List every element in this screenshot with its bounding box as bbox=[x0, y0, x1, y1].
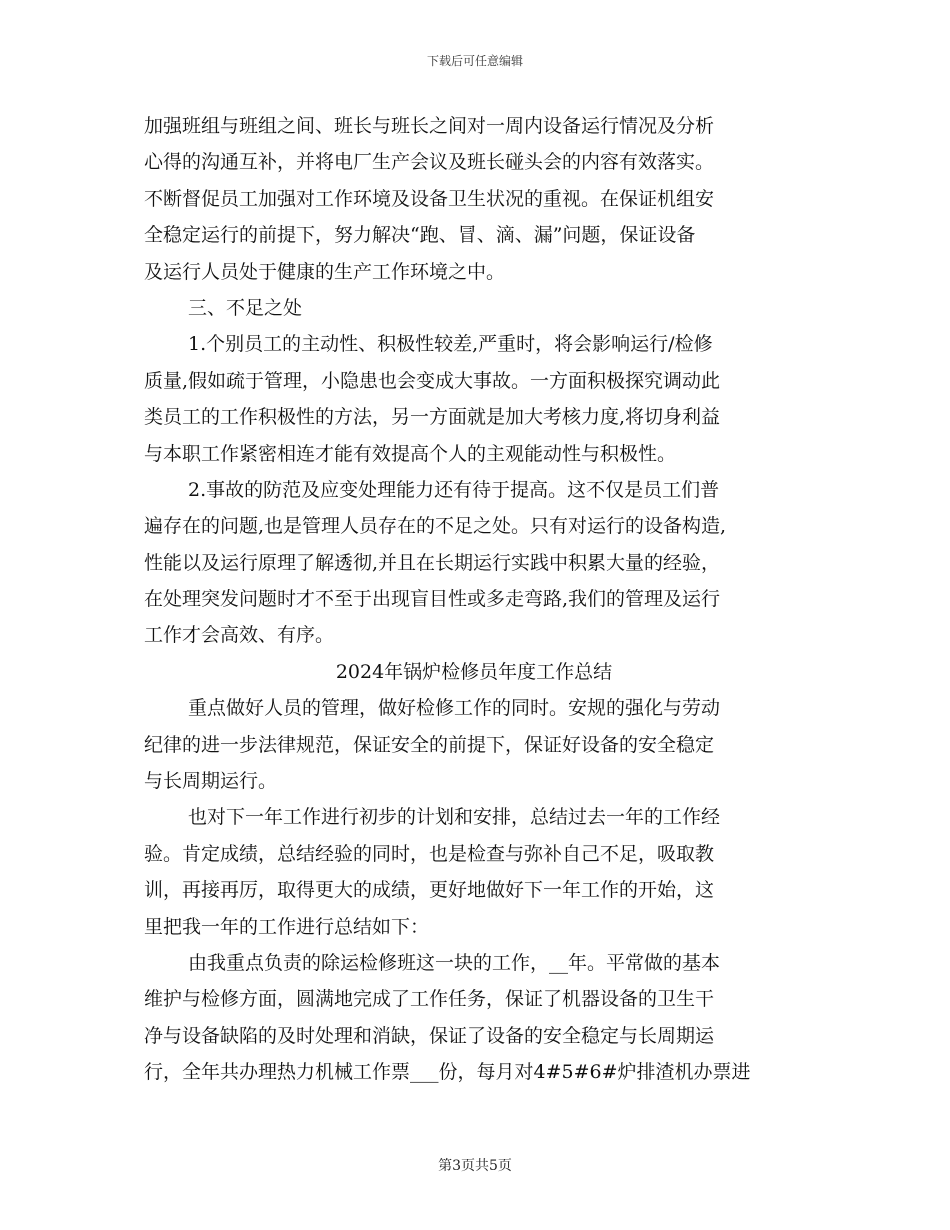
text-line: 验。肯定成绩，总结经验的同时，也是检查与弥补自己不足，吸取教 bbox=[144, 842, 715, 865]
text-line: 重点做好人员的管理，做好检修工作的同时。安规的强化与劳动 bbox=[188, 697, 721, 720]
text-line: 也对下一年工作进行初步的计划和安排，总结过去一年的工作经 bbox=[188, 806, 721, 829]
text-line: 1.个别员工的主动性、积极性较差,严重时，将会影响运行/检修 bbox=[188, 333, 713, 356]
text-line: 里把我一年的工作进行总结如下： bbox=[144, 915, 430, 938]
text-line: 不断督促员工加强对工作环境及设备卫生状况的重视。在保证机组安 bbox=[144, 187, 715, 210]
text-line: 心得的沟通互补，并将电厂生产会议及班长碰头会的内容有效落实。 bbox=[144, 151, 715, 174]
text-line: 净与设备缺陷的及时处理和消缺，保证了设备的安全稳定与长周期运 bbox=[144, 1024, 715, 1047]
text-line: 加强班组与班组之间、班长与班长之间对一周内设备运行情况及分析 bbox=[144, 115, 715, 137]
text-line: 由我重点负责的除运检修班这一块的工作，__年。平常做的基本 bbox=[188, 951, 721, 974]
document-body bbox=[144, 108, 804, 1091]
text-line: 遍存在的问题,也是管理人员存在的不足之处。只有对运行的设备构造, bbox=[144, 515, 727, 538]
text-line: 2.事故的防范及应变处理能力还有待于提高。这不仅是员工们普 bbox=[188, 478, 720, 501]
section-heading: 三、不足之处 bbox=[188, 296, 303, 319]
text-line: 纪律的进一步法律规范，保证安全的前提下，保证好设备的安全稳定 bbox=[144, 733, 715, 756]
text-line: 质量,假如疏于管理，小隐患也会变成大事故。一方面积极探究调动此 bbox=[144, 369, 721, 392]
text-line: 全稳定运行的前提下，努力解决“跑、冒、滴、漏”问题，保证设备 bbox=[144, 224, 696, 247]
text-line: 工作才会高效、有序。 bbox=[144, 624, 335, 647]
document-title: 2024年锅炉检修员年度工作总结 bbox=[335, 660, 613, 683]
text-line: 性能以及运行原理了解透彻,并且在长期运行实践中积累大量的经验， bbox=[144, 551, 721, 574]
text-line: 类员工的工作积极性的方法，另一方面就是加大考核力度,将切身利益 bbox=[144, 406, 721, 429]
text-line: 与本职工作紧密相连才能有效提高个人的主观能动性与积极性。 bbox=[144, 442, 677, 465]
page-header: 下载后可任意编辑 bbox=[426, 54, 523, 68]
page-number-footer: 第3页共5页 bbox=[438, 1158, 512, 1174]
text-line: 维护与检修方面，圆满地完成了工作任务，保证了机器设备的卫生干 bbox=[144, 988, 715, 1011]
text-line: 及运行人员处于健康的生产工作环境之中。 bbox=[144, 260, 506, 283]
text-line: 在处理突发问题时才不至于出现盲目性或多走弯路,我们的管理及运行 bbox=[144, 588, 721, 611]
text-line: 训，再接再厉，取得更大的成绩，更好地做好下一年工作的开始，这 bbox=[144, 879, 715, 902]
text-line: 与长周期运行。 bbox=[144, 770, 278, 793]
text-line: 行，全年共办理热力机械工作票___份，每月对4#5#6#炉排渣机办票进 bbox=[144, 1061, 751, 1084]
